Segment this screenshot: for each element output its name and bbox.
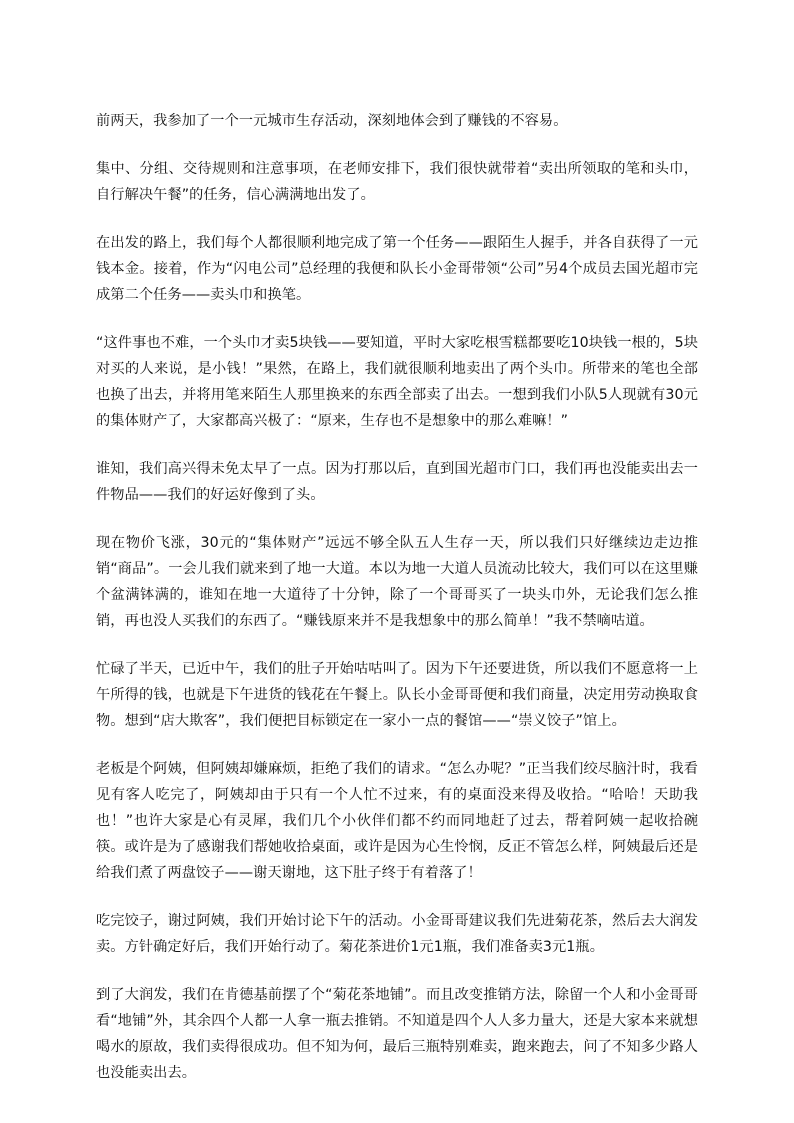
paragraph-10: 到了大润发，我们在肯德基前摆了个“菊花茶地铺”。而且改变推销方法，除留一个人和小金哥哥看“地铺”外，其余四个人都一人拿一瓶去推销。不知道是四个人人多力量大，还是大家本来就想喝水的原故，我们卖得很成功。但不知为何，最后三瓶特别难卖，跑来跑去，问了不知多少路人也没能卖出去。 (96, 987, 698, 1081)
paragraph-3: 在出发的路上，我们每个人都很顺利地完成了第一个任务——跟陌生人握手，并各自获得了一元钱本金。接着，作为“闪电公司”总经理的我便和队长小金哥带领“公司”另4个成员去国光超市完成第二个任务——卖头巾和换笔。 (96, 235, 698, 303)
paragraph-1: 前两天，我参加了一个一元城市生存活动，深刻地体会到了赚钱的不容易。 (96, 113, 568, 129)
paragraph-9: 吃完饺子，谢过阿姨，我们开始讨论下午的活动。小金哥哥建议我们先进菊花茶，然后去大润发卖。方针确定好后，我们开始行动了。菊花茶进价1元1瓶，我们准备卖3元1瓶。 (96, 913, 698, 955)
paragraph-2: 集中、分组、交待规则和注意事项，在老师安排下，我们很快就带着“卖出所领取的笔和头巾，自行解决午餐”的任务，信心满满地出发了。 (96, 161, 698, 203)
paragraph-8: 老板是个阿姨，但阿姨却嫌麻烦，拒绝了我们的请求。“怎么办呢？”正当我们绞尽脑汁时，我看见有客人吃完了，阿姨却由于只有一个人忙不过来，有的桌面没来得及收拾。“哈哈！天助我也！”也许大家是心有灵犀，我们几个小伙伴们都不约而同地赶了过去，帮着阿姨一起收拾碗筷。或许是为了感谢我们帮她收拾桌面，或许是因为心生怜悯，反正不管怎么样，阿姨最后还是给我们煮了两盘饺子——谢天谢地，这下肚子终于有着落了！ (96, 761, 698, 881)
paragraph-4: “这件事也不难，一个头巾才卖5块钱——要知道，平时大家吃根雪糕都要吃10块钱一根的，5块对买的人来说，是小钱！”果然，在路上，我们就很顺利地卖出了两个头巾。所带来的笔也全部也换了出去，并将用笔来陌生人那里换来的东西全部卖了出去。一想到我们小队5人现就有30元的集体财产了，大家都高兴极了：“原来，生存也不是想象中的那么难嘛！” (96, 335, 698, 429)
paragraph-5: 谁知，我们高兴得未免太早了一点。因为打那以后，直到国光超市门口，我们再也没能卖出去一件物品——我们的好运好像到了头。 (96, 461, 698, 503)
paragraph-6: 现在物价飞涨，30元的“集体财产”远远不够全队五人生存一天，所以我们只好继续边走边推销“商品”。一会儿我们就来到了地一大道。本以为地一大道人员流动比较大，我们可以在这里赚个盆满钵满的，谁知在地一大道待了十分钟，除了一个哥哥买了一块头巾外，无论我们怎么推销，再也没人买我们的东西了。“赚钱原来并不是我想象中的那么简单！”我不禁嘀咕道。 (96, 535, 698, 629)
paragraph-7: 忙碌了半天，已近中午，我们的肚子开始咕咕叫了。因为下午还要进货，所以我们不愿意将一上午所得的钱，也就是下午进货的钱花在午餐上。队长小金哥哥便和我们商量，决定用劳动换取食物。想到“店大欺客”，我们便把目标锁定在一家小一点的餐馆——“崇义饺子”馆上。 (96, 661, 698, 729)
